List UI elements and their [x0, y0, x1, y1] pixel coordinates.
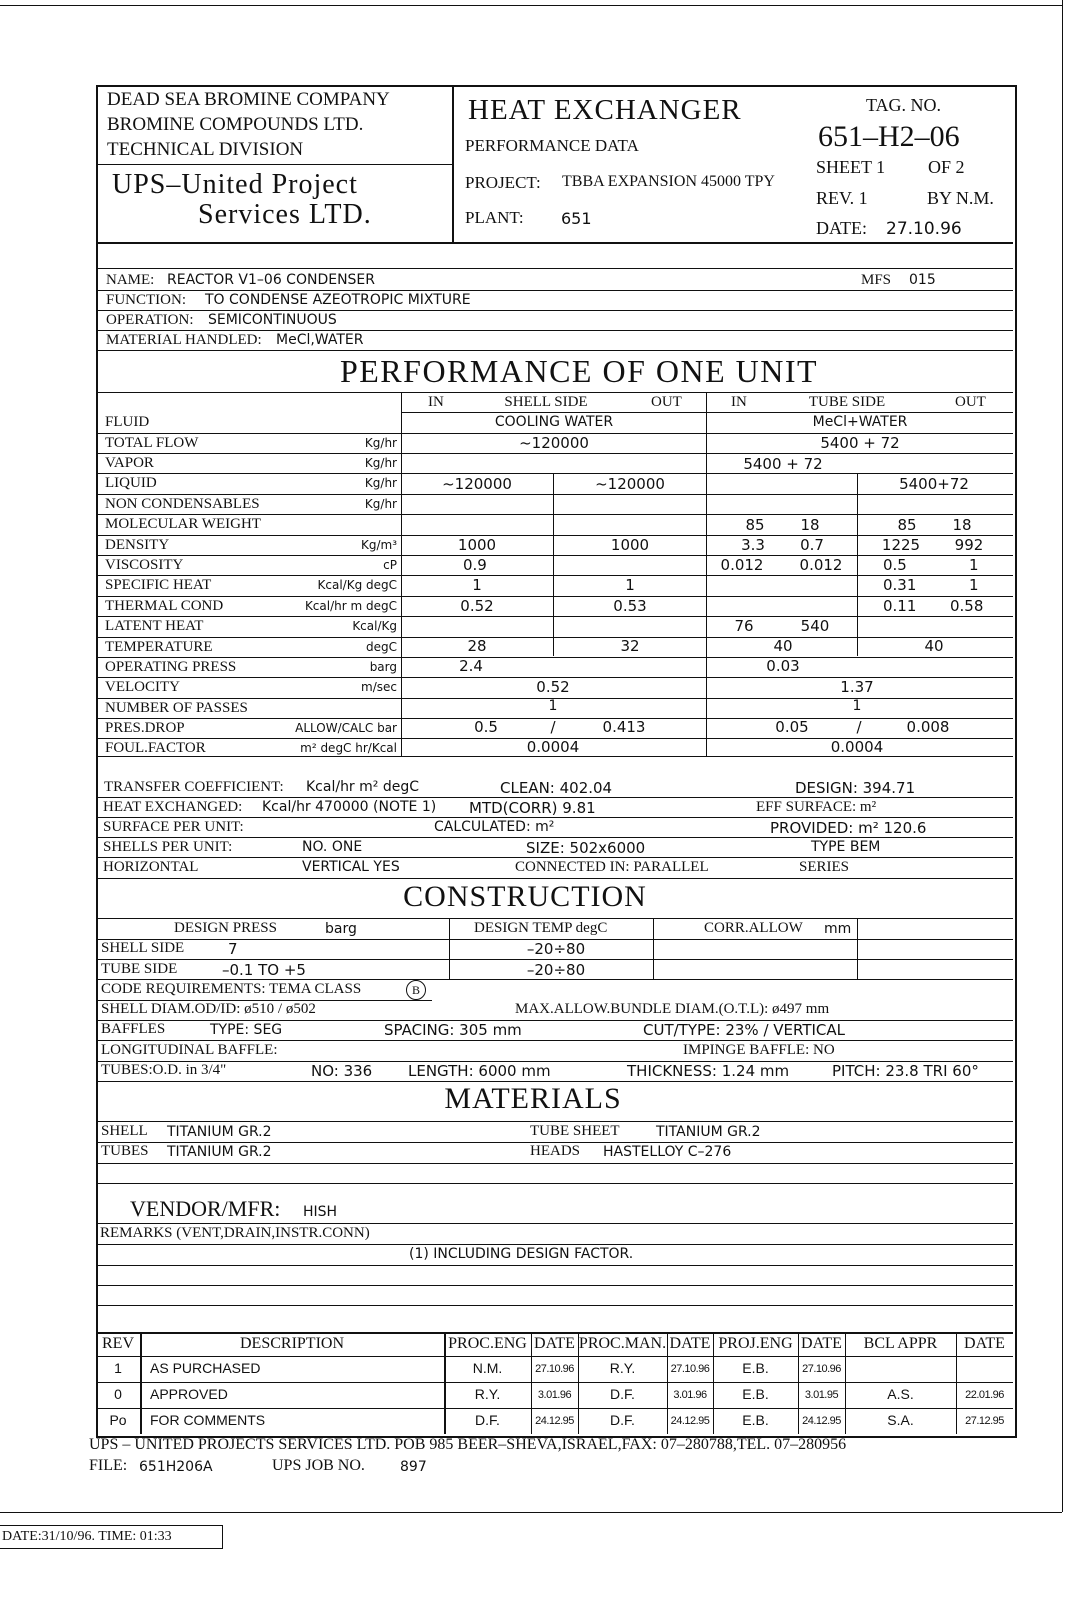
perf-row-label: VISCOSITY — [105, 557, 184, 573]
plant-label: PLANT: — [465, 208, 524, 227]
surface-provided: PROVIDED: m² 120.6 — [770, 819, 927, 837]
perf-row-label: LATENT HEAT — [105, 618, 204, 634]
shells-per-unit-label: SHELLS PER UNIT: — [103, 839, 233, 855]
remark-note-1: (1) INCLUDING DESIGN FACTOR. — [409, 1246, 634, 1262]
perf-row-unit: m/sec — [361, 680, 397, 694]
tube-cp-out-water: 1 — [969, 576, 979, 594]
shell-dp-slash: / — [550, 718, 556, 736]
operation-value: SEMICONTINUOUS — [208, 312, 337, 328]
heads-value: HASTELLOY C–276 — [603, 1144, 732, 1160]
perf-row-unit: m² degC hr/Kcal — [300, 741, 397, 755]
name-value: REACTOR V1–06 CONDENSER — [167, 272, 376, 288]
job-value: 897 — [400, 1459, 427, 1475]
tube-density-out-water: 992 — [954, 536, 984, 554]
construction-title: CONSTRUCTION — [403, 880, 647, 913]
shell-diameter: SHELL DIAM.OD/ID: ø510 / ø502 — [101, 1001, 316, 1017]
shell-velocity: 0.52 — [536, 678, 570, 696]
tube-sheet-label: TUBE SHEET — [530, 1123, 620, 1139]
shell-temp-in: 28 — [467, 637, 487, 655]
perf-row-label: NUMBER OF PASSES — [105, 700, 248, 716]
name-label: NAME: — [106, 272, 155, 288]
material-value: MeCl,WATER — [276, 332, 364, 348]
sheet-total: OF 2 — [928, 157, 965, 177]
vendor-value: HISH — [303, 1204, 338, 1220]
tube-pitch: PITCH: 23.8 TRI 60° — [832, 1062, 979, 1080]
revision-cell: 3.01.96 — [537, 1389, 572, 1401]
job-label: UPS JOB NO. — [272, 1457, 365, 1474]
impinge-baffle: IMPINGE BAFFLE: NO — [683, 1042, 835, 1058]
perf-row-label: FLUID — [105, 414, 150, 430]
tube-density-in-mecl: 3.3 — [741, 536, 765, 554]
revision-header: DATE — [964, 1335, 1005, 1352]
revision-header: DATE — [534, 1335, 575, 1352]
mfs-value: 015 — [909, 272, 936, 288]
perf-row-label: TOTAL FLOW — [105, 435, 199, 451]
tube-liquid-out: 5400+72 — [899, 475, 969, 493]
shell-material-value: TITANIUM GR.2 — [167, 1124, 272, 1140]
transfer-coef-label: TRANSFER COEFFICIENT: — [104, 779, 284, 795]
perf-row-label: THERMAL COND — [105, 598, 224, 614]
perf-row-unit: barg — [369, 660, 397, 674]
revision-header: PROC.ENG — [448, 1335, 527, 1352]
baffles-type: TYPE: SEG — [210, 1022, 283, 1038]
revision-header: DESCRIPTION — [239, 1335, 345, 1352]
tube-density-out-mecl: 1225 — [881, 536, 921, 554]
revision-header: PROJ.ENG — [718, 1335, 793, 1352]
perf-row-label: VELOCITY — [105, 679, 180, 695]
shell-design-press: 7 — [228, 940, 238, 958]
heads-label: HEADS — [530, 1143, 581, 1159]
tube-viscosity-in-mecl: 0.012 — [720, 556, 764, 574]
mfs-label: MFS — [861, 272, 892, 288]
revision: REV. 1 — [816, 188, 868, 208]
perf-row-label: NON CONDENSABLES — [105, 496, 260, 512]
tube-viscosity-out-water: 1 — [969, 556, 979, 574]
perf-row-unit: ALLOW/CALC bar — [295, 721, 397, 735]
shell-dp-allow: 0.5 — [474, 718, 498, 736]
revision-cell: D.F. — [610, 1386, 635, 1402]
shell-side-row: SHELL SIDE — [101, 940, 185, 956]
revision-header: PROC.MAN. — [578, 1335, 667, 1352]
tubes-material-value: TITANIUM GR.2 — [167, 1144, 272, 1160]
connected-in: CONNECTED IN: PARALLEL — [515, 859, 709, 875]
tube-mw-in-mecl: 85 — [745, 516, 765, 534]
tube-sheet-value: TITANIUM GR.2 — [656, 1124, 761, 1140]
series-label: SERIES — [799, 859, 850, 875]
transfer-clean: CLEAN: 402.04 — [500, 779, 613, 797]
tag-number: 651–H2–06 — [818, 120, 960, 153]
shell-out-header: OUT — [651, 394, 682, 410]
revision-header: DATE — [669, 1335, 711, 1352]
heat-exchanged-label: HEAT EXCHANGED: — [103, 799, 243, 815]
revision-cell: AS PURCHASED — [150, 1360, 261, 1376]
perf-row-label: PRES.DROP — [105, 720, 185, 736]
remarks-label: REMARKS (VENT,DRAIN,INSTR.CONN) — [100, 1225, 370, 1241]
tubes-number: NO: 336 — [311, 1062, 373, 1080]
tube-dp-slash: / — [856, 718, 862, 736]
file-label: FILE: — [89, 1457, 128, 1474]
perf-row-label: OPERATING PRESS — [105, 659, 237, 675]
perf-row-unit: Kg/hr — [364, 476, 397, 490]
revision-cell: D.F. — [475, 1412, 500, 1428]
company-address: UPS – UNITED PROJECTS SERVICES LTD. POB 985 BEER–SHEVA,ISRAEL,FAX: 07–280788,TEL. 07–280956 — [89, 1436, 847, 1453]
tube-latent-water: 540 — [800, 617, 830, 635]
performance-title: PERFORMANCE OF ONE UNIT — [339, 353, 819, 389]
revision-cell: S.A. — [887, 1412, 914, 1428]
tube-out-header: OUT — [955, 394, 986, 410]
tubes-od: TUBES:O.D. in 3/4" — [101, 1062, 227, 1078]
perf-row-unit: Kg/hr — [364, 436, 397, 450]
tube-temp-in: 40 — [773, 637, 793, 655]
perf-row-unit: Kcal/Kg degC — [317, 578, 397, 592]
perf-row-label: LIQUID — [105, 475, 157, 491]
shell-dp-calc: 0.413 — [602, 718, 646, 736]
project-label: PROJECT: — [465, 173, 541, 192]
transfer-design: DESIGN: 394.71 — [795, 779, 916, 797]
shell-fouling: 0.0004 — [526, 738, 580, 756]
tube-passes: 1 — [852, 698, 862, 714]
shell-size: SIZE: 502x6000 — [526, 839, 646, 857]
company-division: TECHNICAL DIVISION — [107, 139, 304, 160]
shell-material-label: SHELL — [101, 1123, 148, 1139]
tube-cp-out-mecl: 0.31 — [883, 576, 917, 594]
tube-total-flow: 5400 + 72 — [820, 434, 900, 452]
plant-value: 651 — [561, 209, 592, 228]
corr-allow-unit: mm — [824, 921, 852, 937]
project-value: TBBA EXPANSION 45000 TPY — [562, 173, 775, 190]
code-requirements: CODE REQUIREMENTS: TEMA CLASS — [101, 981, 362, 997]
revision-cell: 27.10.96 — [535, 1363, 574, 1375]
baffle-spacing: SPACING: 305 mm — [384, 1021, 522, 1039]
tube-fouling: 0.0004 — [830, 738, 884, 756]
tube-design-press: –0.1 TO +5 — [222, 961, 306, 979]
tube-fluid: MeCl+WATER — [812, 414, 908, 430]
tema-class-badge: B — [406, 980, 426, 1000]
tube-dp-calc: 0.008 — [906, 718, 950, 736]
revision-cell: 27.10.96 — [670, 1363, 710, 1375]
shell-cp-in: 1 — [472, 576, 482, 594]
perf-row-label: SPECIFIC HEAT — [105, 577, 212, 593]
tube-side-row: TUBE SIDE — [101, 961, 178, 977]
perf-row-unit: Kg/m³ — [360, 538, 397, 552]
perf-row-label: MOLECULAR WEIGHT — [105, 516, 261, 532]
tube-viscosity-in-water: 0.012 — [799, 556, 843, 574]
revision-cell: APPROVED — [150, 1386, 228, 1402]
revision-cell: 27.10.96 — [802, 1363, 841, 1375]
perf-row-label: VAPOR — [105, 455, 154, 471]
perf-row-label: DENSITY — [105, 537, 170, 553]
revision-header: BCL APPR — [863, 1335, 938, 1352]
material-label: MATERIAL HANDLED: — [106, 332, 262, 348]
perf-row-unit: Kg/hr — [364, 456, 397, 470]
tube-velocity: 1.37 — [840, 678, 874, 696]
perf-row-unit: Kcal/hr m degC — [304, 599, 397, 613]
shell-k-out: 0.53 — [613, 597, 647, 615]
shell-side-header: SHELL SIDE — [504, 394, 588, 410]
shell-passes: 1 — [548, 698, 558, 714]
revision-cell: A.S. — [887, 1386, 914, 1402]
revision-cell: N.M. — [472, 1360, 503, 1376]
revision-cell: D.F. — [610, 1412, 635, 1428]
shell-fluid: COOLING WATER — [494, 414, 614, 430]
design-temp-header: DESIGN TEMP degC — [474, 920, 608, 936]
company-subsidiary: BROMINE COMPOUNDS LTD. — [107, 114, 364, 135]
eff-surface: EFF SURFACE: m² — [756, 799, 877, 815]
vendor-label: VENDOR/MFR: — [130, 1196, 281, 1221]
tube-k-out-water: 0.58 — [950, 597, 984, 615]
design-press-unit: barg — [325, 921, 357, 937]
perf-row-unit: Kg/hr — [364, 497, 397, 511]
longitudinal-baffle: LONGITUDINAL BAFFLE: — [101, 1042, 278, 1058]
revision-cell: R.Y. — [474, 1386, 501, 1402]
revision-header: REV — [102, 1335, 134, 1352]
revision-cell: 3.01.95 — [804, 1389, 839, 1401]
baffle-cut: CUT/TYPE: 23% / VERTICAL — [643, 1021, 846, 1039]
tube-length: LENGTH: 6000 mm — [408, 1062, 551, 1080]
revision-cell: 0 — [114, 1386, 122, 1402]
tube-viscosity-out-mecl: 0.5 — [883, 556, 907, 574]
revision-header: DATE — [801, 1335, 842, 1352]
revision-cell: 3.01.96 — [673, 1389, 707, 1401]
perf-row-label: FOUL.FACTOR — [105, 740, 206, 756]
surface-per-unit-label: SURFACE PER UNIT: — [103, 819, 244, 835]
revision-cell: 24.12.95 — [670, 1415, 710, 1427]
revision-cell: Po — [109, 1412, 127, 1428]
tube-latent-mecl: 76 — [734, 617, 754, 635]
shell-design-temp: –20÷80 — [526, 940, 586, 958]
shell-liquid-in: ~120000 — [442, 475, 512, 493]
revised-by: BY N.M. — [927, 188, 994, 208]
tube-design-temp: –20÷80 — [526, 961, 586, 979]
tag-label: TAG. NO. — [866, 95, 942, 115]
shell-cp-out: 1 — [625, 576, 635, 594]
function-value: TO CONDENSE AZEOTROPIC MIXTURE — [205, 292, 471, 308]
exchanger-type: TYPE BEM — [811, 839, 881, 855]
shell-liquid-out: ~120000 — [595, 475, 665, 493]
shell-press: 2.4 — [459, 657, 483, 675]
transfer-coef-unit: Kcal/hr m² degC — [306, 779, 420, 795]
shell-density-in: 1000 — [457, 536, 497, 554]
corr-allow-header: CORR.ALLOW — [704, 920, 803, 936]
tube-temp-out: 40 — [924, 637, 944, 655]
shell-total-flow: ~120000 — [519, 434, 589, 452]
shell-k-in: 0.52 — [460, 597, 494, 615]
revision-cell: 22.01.96 — [965, 1389, 1004, 1401]
shells-per-unit-value: NO. ONE — [302, 839, 363, 855]
date-label: DATE: — [816, 218, 867, 238]
document-title: HEAT EXCHANGER — [468, 94, 742, 126]
document-subtitle: PERFORMANCE DATA — [465, 136, 639, 155]
mtd-corr: MTD(CORR) 9.81 — [469, 799, 596, 817]
revision-cell: E.B. — [742, 1360, 769, 1376]
tube-thickness: THICKNESS: 1.24 mm — [627, 1062, 790, 1080]
shell-density-out: 1000 — [610, 536, 650, 554]
shell-viscosity-in: 0.9 — [463, 556, 487, 574]
date-value: 27.10.96 — [886, 219, 962, 239]
tube-k-out-mecl: 0.11 — [883, 597, 917, 615]
tube-mw-in-water: 18 — [800, 516, 820, 534]
operation-label: OPERATION: — [106, 312, 194, 328]
revision-cell: 24.12.95 — [535, 1415, 574, 1427]
shell-in-header: IN — [428, 394, 444, 410]
tube-mw-out-water: 18 — [952, 516, 972, 534]
surface-calculated: CALCULATED: m² — [434, 819, 555, 835]
perf-row-unit: cP — [383, 558, 397, 572]
design-press-header: DESIGN PRESS — [174, 920, 277, 936]
baffles-label: BAFFLES — [101, 1021, 166, 1037]
bundle-diameter: MAX.ALLOW.BUNDLE DIAM.(O.T.L): ø497 mm — [515, 1001, 830, 1017]
tube-side-header: TUBE SIDE — [808, 394, 886, 410]
tube-mw-out-mecl: 85 — [897, 516, 917, 534]
revision-cell: R.Y. — [609, 1360, 636, 1376]
shell-temp-out: 32 — [620, 637, 640, 655]
revision-cell: 1 — [114, 1360, 122, 1376]
revision-cell: E.B. — [742, 1386, 769, 1402]
perf-row-unit: degC — [366, 640, 397, 654]
tube-density-in-water: 0.7 — [800, 536, 824, 554]
company-name: DEAD SEA BROMINE COMPANY — [107, 89, 390, 110]
tube-dp-allow: 0.05 — [775, 718, 809, 736]
revision-cell: 27.12.95 — [965, 1415, 1004, 1427]
file-value: 651H206A — [139, 1459, 213, 1475]
materials-title: MATERIALS — [444, 1082, 622, 1115]
tube-in-header: IN — [731, 394, 747, 410]
vertical-label: VERTICAL YES — [302, 859, 400, 875]
perf-row-label: TEMPERATURE — [105, 639, 213, 655]
tubes-material-label: TUBES — [101, 1143, 149, 1159]
ups-name-line2: Services LTD. — [198, 199, 372, 230]
horizontal-label: HORIZONTAL — [103, 859, 199, 875]
revision-cell: 24.12.95 — [802, 1415, 841, 1427]
revision-cell: E.B. — [742, 1412, 769, 1428]
revision-cell: FOR COMMENTS — [150, 1412, 266, 1428]
tube-vapor-in: 5400 + 72 — [743, 455, 823, 473]
heat-exchanged-value: Kcal/hr 470000 (NOTE 1) — [262, 799, 437, 815]
tube-press: 0.03 — [766, 657, 800, 675]
sheet-number: SHEET 1 — [816, 157, 886, 177]
ups-name-line1: UPS–United Project — [112, 169, 358, 200]
perf-row-unit: Kcal/Kg — [352, 619, 397, 633]
print-timestamp: DATE:31/10/96. TIME: 01:33 — [0, 1525, 223, 1549]
function-label: FUNCTION: — [106, 292, 187, 308]
